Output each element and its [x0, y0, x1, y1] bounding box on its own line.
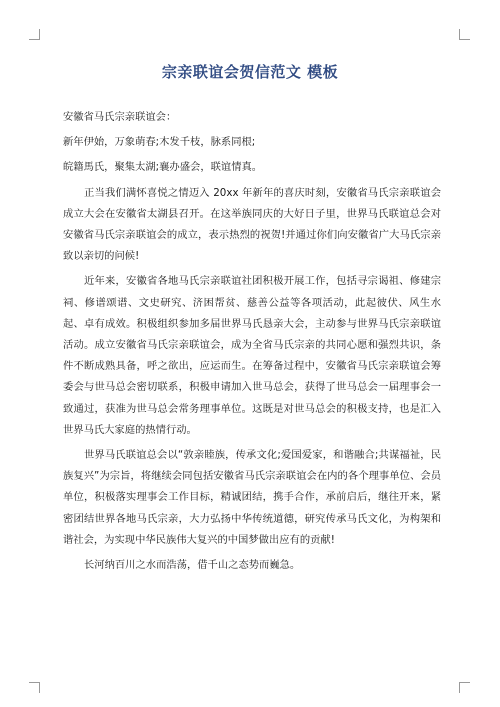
body-paragraph: 近年来，安徽省各地马氏宗亲联谊社团积极开展工作，包括寻宗谒祖、修建宗祠、修谱颂谱、文史研究、济困帮贫、慈善公益等各项活动，此起彼伏、风生水起、卓有成效。积极组织参加多届世界马氏恳亲大会，主动参与世界马氏宗亲联谊活动。成立安徽省马氏宗亲联谊会，成为全省马氏宗亲的共同心愿和强烈共识，条件不断成熟具备，呼之欲出，应运而生。在筹备过程中，安徽省马氏宗亲联谊会筹委会与世马总会密切联系，积极申请加入世马总会，获得了世马总会一届理事会一致通过，获准为世马总会常务理事单位。这既是对世马总会的积极支持，也是汇入世界马氏大家庭的热情行动。: [63, 275, 441, 436]
greeting-line: 新年伊始，万象萌春;木发千枝，脉系同根;: [63, 136, 256, 149]
body-paragraph: 长河纳百川之水而浩荡，借千山之态势而巍急。: [84, 559, 301, 572]
crop-mark-bottom-left: [29, 682, 40, 693]
document-body: [63, 107, 441, 580]
document-title: 宗亲联谊会贺信范文 模板: [161, 63, 339, 81]
salutation: 安徽省马氏宗亲联谊会：: [63, 111, 177, 123]
body-paragraph: 世界马氏联谊总会以“敦亲睦族，传承文化;爱国爱家，和谐融合;共谋福祉，民族复兴”为宗旨，将继续会同包括安徽省马氏宗亲联谊会在内的各个理事单位、会员单位，积极落实理事会工作目标，精诚团结，携手合作，承前启后，继往开来，紧密团结世界各地马氏宗亲，大力弘扬中华传统道德，研究传承马氏文化，为构架和谐社会，为实现中华民族伟大复兴的中国梦做出应有的贡献!: [63, 449, 441, 546]
greeting-line: 皖籍馬氏，聚集太湖;襄办盛会，联谊情真。: [63, 161, 263, 174]
crop-mark-top-left: [29, 29, 40, 40]
crop-mark-bottom-right: [459, 682, 470, 693]
crop-mark-top-right: [459, 29, 470, 40]
body-paragraph: 正当我们满怀喜悦之情迈入 20xx 年新年的喜庆时刻，安徽省马氏宗亲联谊会成立大会在安徽省太湖县召开。在这举族同庆的大好日子里，世界马氏联谊总会对安徽省马氏宗亲联谊会的成立，表示热烈的祝贺!并通过你们向安徽省广大马氏宗亲致以亲切的问候!: [63, 186, 441, 263]
